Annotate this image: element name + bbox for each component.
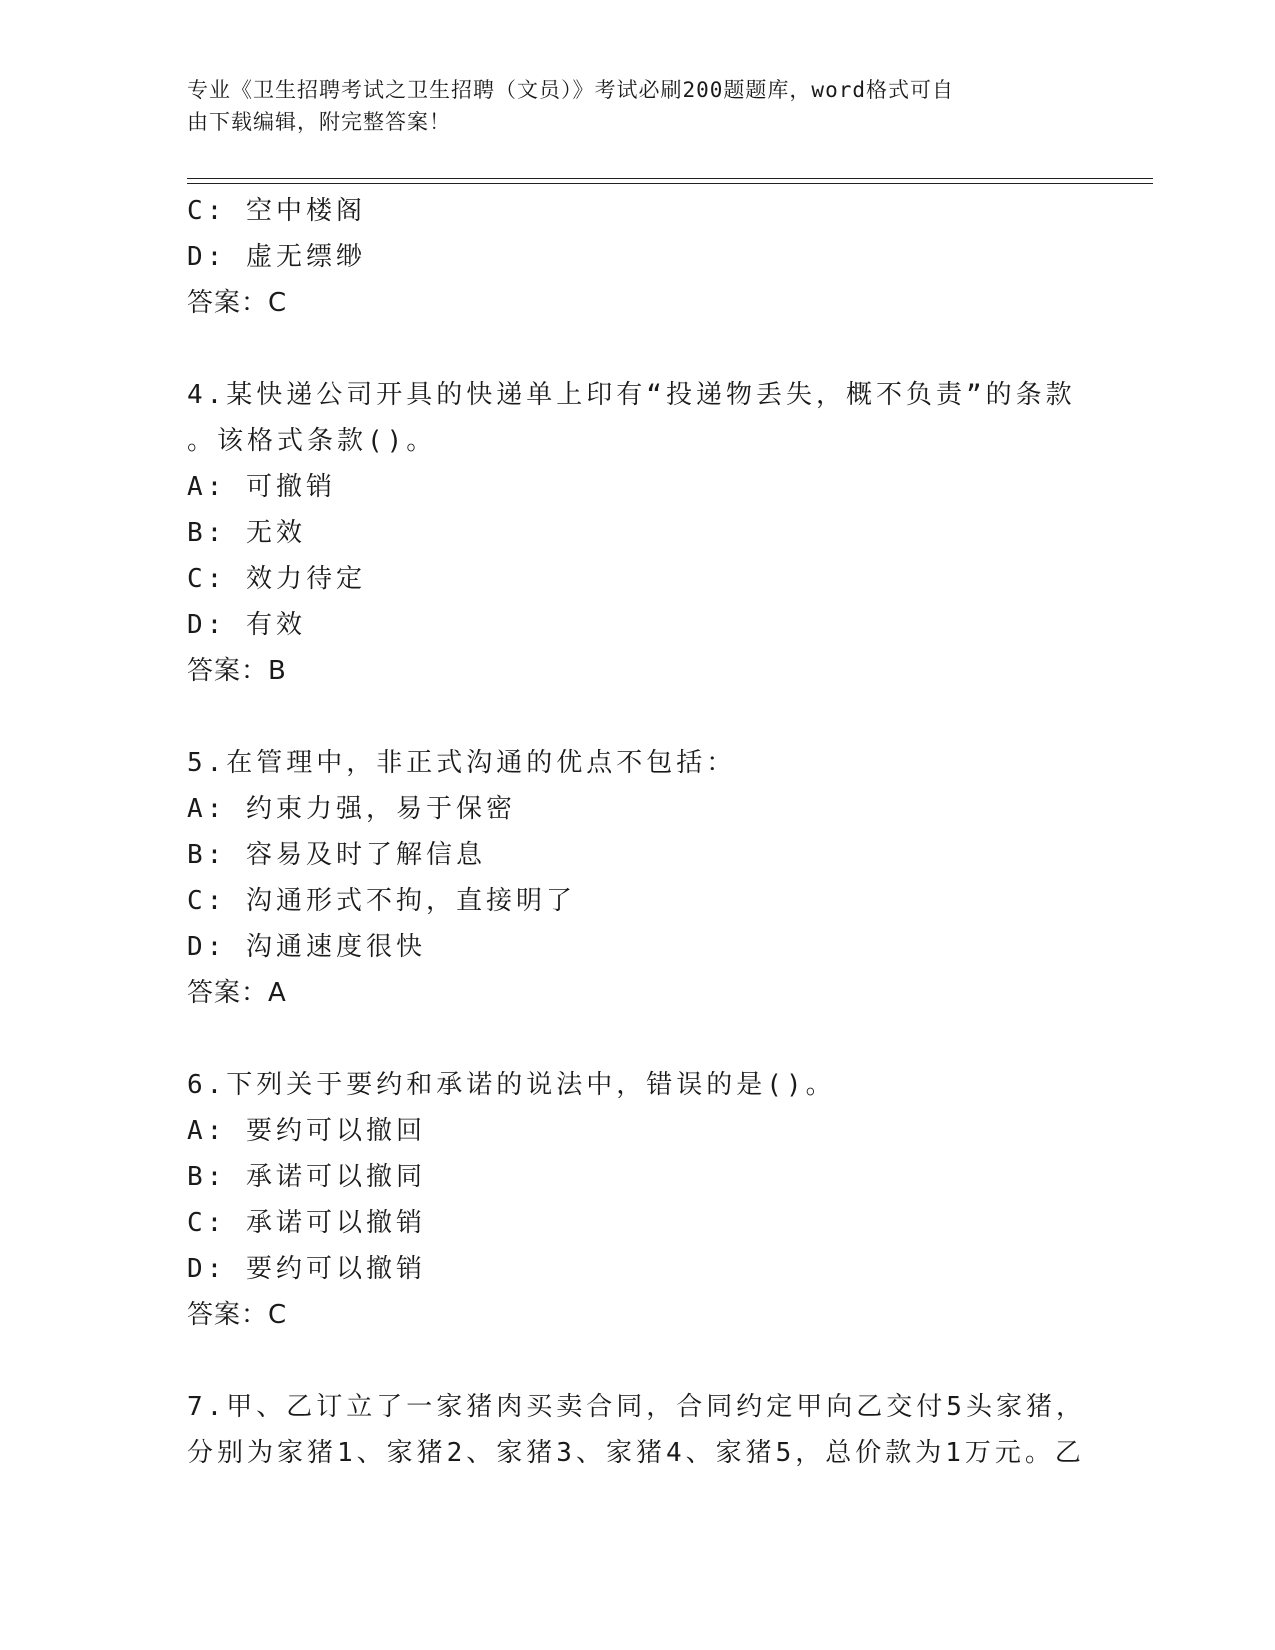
question-4 (187, 372, 1087, 694)
document-header (187, 74, 1067, 138)
question-stem: 4.某快递公司开具的快递单上印有“投递物丢失，概不负责”的条款 (187, 380, 1076, 410)
spacer (187, 326, 1087, 372)
question-3-tail (187, 188, 1087, 326)
header-title-line-2: 由下载编辑，附完整答案！ (187, 110, 451, 134)
question-5 (187, 740, 1087, 1016)
answer: 答案：A (187, 978, 287, 1008)
question-stem: 7.甲、乙订立了一家猪肉买卖合同，合同约定甲向乙交付5头家猪， (187, 1392, 1086, 1422)
answer: 答案：B (187, 656, 287, 686)
spacer (187, 1016, 1087, 1062)
option-b: B: 容易及时了解信息 (187, 840, 486, 870)
option-d: D: 要约可以撤销 (187, 1254, 426, 1284)
question-7 (187, 1384, 1087, 1476)
option-c: C: 空中楼阁 (187, 196, 366, 226)
option-c: C: 沟通形式不拘，直接明了 (187, 886, 576, 916)
spacer (187, 694, 1087, 740)
answer: 答案：C (187, 1300, 288, 1330)
spacer (187, 1338, 1087, 1384)
option-d: D: 沟通速度很快 (187, 932, 426, 962)
option-c: C: 效力待定 (187, 564, 366, 594)
option-a: A: 可撤销 (187, 472, 336, 502)
option-a: A: 要约可以撤回 (187, 1116, 426, 1146)
header-divider-top (187, 178, 1153, 179)
question-stem: 5.在管理中，非正式沟通的优点不包括： (187, 748, 737, 778)
question-stem: 6.下列关于要约和承诺的说法中，错误的是()。 (187, 1070, 836, 1100)
question-stem-continued: 分别为家猪1、家猪2、家猪3、家猪4、家猪5，总价款为1万元。乙 (187, 1438, 1085, 1468)
option-c: C: 承诺可以撤销 (187, 1208, 426, 1238)
option-b: B: 承诺可以撤同 (187, 1162, 426, 1192)
answer: 答案：C (187, 288, 288, 318)
option-d: D: 虚无缥缈 (187, 242, 366, 272)
option-b: B: 无效 (187, 518, 306, 548)
question-stem-continued: 。该格式条款()。 (187, 426, 437, 456)
question-list (187, 188, 1087, 1476)
header-title-line-1: 专业《卫生招聘考试之卫生招聘（文员）》考试必刷200题题库，word格式可自 (187, 78, 954, 102)
option-a: A: 约束力强，易于保密 (187, 794, 516, 824)
option-d: D: 有效 (187, 610, 306, 640)
question-6 (187, 1062, 1087, 1338)
header-divider-bottom (187, 183, 1153, 184)
